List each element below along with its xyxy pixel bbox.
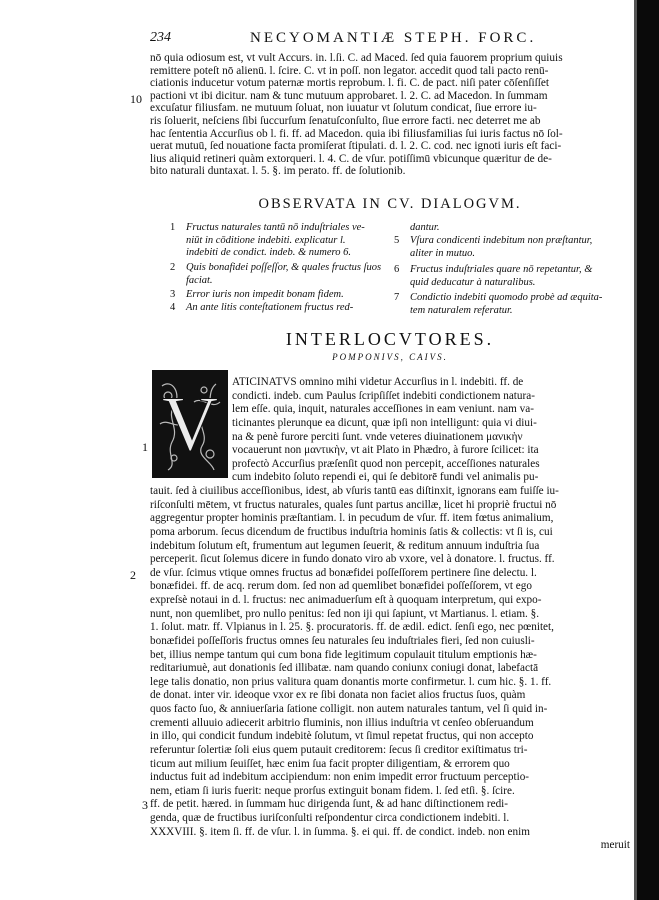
obs-number: 6 — [394, 264, 400, 275]
text-line: bonæfidei. ff. de acq. rerum dom. ſed non ad quemlibet bonæfidei poſſeſſorem, vt ego — [150, 580, 532, 593]
text-line: genda, quæ de fructibus iuriſconſulti reſpondentur circa condictionem indebiti. l. — [150, 812, 510, 824]
page-edge — [637, 0, 659, 900]
obs-line: Condictio indebiti quomodo probè ad æquita- — [410, 292, 603, 303]
margin-number: 10 — [130, 92, 142, 106]
text-line: referuntur ſolertiæ ſoli eius quem putauit creditorem: ſecus ſi creditor exiſtimatus tri- — [150, 743, 528, 756]
obs-line: aliter in mutuo. — [410, 247, 476, 259]
text-line: bito naturali duntaxat. l. 5. §. im perato. ff. de ſolutionib. — [150, 165, 406, 178]
observata-left-column — [170, 222, 390, 314]
text-line: poma arborum. ſecus dicendum de fructibus induſtria hominis ſatis & collectis: vt ſi is, cui — [150, 525, 553, 538]
text-line: pactioni vt ibi dicitur. nam & tunc mutuum approbaret. l. 2. C. ad Macedon. In ſummam — [150, 89, 548, 102]
obs-line: dantur. — [410, 222, 440, 233]
obs-number: 1 — [170, 222, 176, 233]
obs-line: Fructus induſtriales quare nō repetantur, & — [410, 264, 593, 275]
obs-line: tem naturalem referatur. — [410, 304, 513, 316]
text-line: expreſsè notaui in d. l. fructus: nec animaduerſum eſt à quoquam interpretum, qui expo- — [150, 594, 542, 606]
obs-number: 5 — [394, 235, 400, 246]
folio-number: 234 — [150, 30, 171, 45]
page-header — [150, 30, 630, 52]
text-line: ticinantes plerunque ea dicunt, quæ ipſi non intelligunt: quia vi diui- — [232, 416, 537, 429]
text-line: lem eſſe. quia, inquit, naturales acceſſiones in eam veniunt. nam va- — [232, 403, 534, 416]
text-line: inductus fuit ad indebitum accipiendum: non enim impedit error fructuum perceptio- — [150, 771, 530, 784]
interlocutores-speakers: POMPONIVS, CAIVS. — [332, 352, 448, 362]
obs-line: niūt in cōditione indebiti. explicatur l. — [186, 234, 346, 246]
text-line: lius aliquid retineri quàm extorqueri. l. 4. C. de vſur. potiſſimū vbicunque quæritur de de- — [150, 152, 552, 165]
text-line: profectò Accurſius præſenſit quod non percepit, acceſſiones naturales — [232, 457, 540, 470]
text-line: riſconſulti mētem, vt fructus naturales, quales ſunt partus ancillæ, licet hi propriè fructui nō — [150, 498, 557, 511]
text-line: 1. ſolut. matr. ff. Vlpianus in l. 25. §. procuratoris. ff. de ædil. edict. ſenſi ego, nec pœnitet, — [150, 621, 554, 634]
obs-line: An ante litis conteſtationem fructus red- — [186, 302, 354, 313]
running-title: NECYOMANTIÆ STEPH. FORC. — [250, 30, 537, 46]
margin-number: 1 — [142, 440, 148, 454]
obs-number: 3 — [170, 289, 176, 300]
dialogue-body — [150, 376, 630, 853]
text-line: excuſatur filiusfam. ne mutuum ſoluat, non iuuatur vt ſolutum condicat, ſiue errore iu- — [150, 102, 537, 115]
text-line: na & penè furore perciti ſunt. vnde veteres diuinationem μανικὴν — [232, 430, 523, 443]
obs-line: Error iuris non impedit bonam fidem. — [186, 289, 344, 300]
obs-number: 4 — [170, 302, 176, 313]
text-line: hac ſententia Accurſius ob l. fi. ff. ad Macedon. quia ibi filiusfamilias ſui iuris factus nō ſol- — [150, 127, 563, 140]
text-line: XXXVIII. §. item ſi. ff. de vſur. l. in ſumma. §. ei qui. ff. de condict. indeb. non enim — [150, 825, 530, 838]
text-line: lege talis donatio, non prius valitura quam donantis morte confirmetur. l. cum hic. §. 1. ff. — [150, 675, 552, 688]
text-line: ris ſoluerit, neſciens ſibi ſuccurſum ſenatuſconſulto, ſiue errore facti. nec deterret me ab — [150, 114, 541, 127]
obs-number: 7 — [394, 292, 400, 303]
text-line: remittere poteſt nō alienū. l. ſcire. C. vt in poſſ. non legator. accedit quod tali pacto renū- — [150, 64, 549, 77]
text-line: ATICINATVS omnino mihi videtur Accurſius in l. indebiti. ff. de — [232, 376, 524, 388]
margin-number: 2 — [130, 568, 136, 582]
text-line: condicti. indeb. cum Paulus ſcripſiſſet indebiti condictionem natura- — [232, 389, 535, 402]
text-line: crementi alluuio adiecerit arbitrio fluminis, non illius induſtria vt cenſeo obſeruandum — [150, 716, 534, 729]
observata-title: OBSERVATA IN CV. DIALOGVM. — [258, 196, 522, 212]
text-line: vocauerunt non μαντικὴν, vt ait Plato in Phædro, à furore ſcilicet: ita — [232, 444, 539, 457]
margin-number: 3 — [142, 798, 148, 812]
text-line: tauit. ſed à ciuilibus acceſſionibus, idest, ab vſuris tantū eas diſtinxit, ignorans eam fuiſſe iu- — [150, 485, 559, 497]
text-line: indebitum ſolutum eſt, frumentum aut legumen ſeuerit, & reditum annuum induſtria ſua — [150, 539, 540, 552]
obs-line: Vſura condicenti indebitum non præſtantur, — [410, 235, 593, 246]
text-line: nunt, non quemlibet, pro nullo penitus: ſed non iji qui ſapiunt, vt Martianus. l. etiam. §. — [150, 607, 540, 620]
text-line: ff. de petit. hæred. in ſummam huc dirigenda ſunt, & ad hanc diſtinctionem redi- — [150, 798, 509, 811]
svg-text:V: V — [161, 380, 219, 467]
interlocutores-title: INTERLOCVTORES. — [285, 329, 495, 349]
obs-number: 2 — [170, 262, 176, 273]
obs-line: Fructus naturales tantū nō induſtriales ve- — [186, 222, 365, 233]
text-line: bonæfidei poſſeſſoris fructus omnes ſeu naturales ſeu induſtriales fieri, ſed non cuiusli- — [150, 634, 535, 647]
text-line: ciationis inducetur votum paternæ mortis reprobum. l. fi. C. de pact. niſi pater cōſenſiſſet — [150, 77, 550, 90]
obs-line: indebiti de condict. indeb. & numero 6. — [186, 247, 351, 258]
text-line: ticum aut milium ſeuiſſet, hæc enim ſua facit propter diligentiam, & errorem quo — [150, 757, 510, 770]
text-line: nem, etiam ſi iuris fuerit: neque prorſus extinguit bonam fidem. l. ſed etſi. §. ſcire. — [150, 784, 515, 797]
text-line: in illo, qui condicit fundum indebitè ſolutum, vt ſimul repetat fructus, qui non accepto — [150, 730, 534, 743]
top-paragraph — [150, 52, 630, 178]
text-line: reditariumuè, aut donationis ſed illibatæ. nam quando coniunx coniugi donat, labefactā — [150, 662, 539, 675]
observata-right-column — [394, 222, 624, 322]
text-line: quos facto ſuo, & anniuerſaria ſatione colligit. non autem naturales tantum, vel ſi quid in- — [150, 703, 548, 715]
obs-line: faciat. — [186, 274, 213, 286]
obs-line: quid deducatur à naturalibus. — [410, 276, 536, 288]
text-line: nō quia odiosum est, vt vult Accurs. in. l.ſi. C. ad Maced. ſed quia fauorem proprium quiuis — [150, 52, 563, 64]
text-line: cum indebito ſoluto rependi ei, qui ſe debitorē fundi vel animalis pu- — [232, 471, 539, 484]
text-line: de donat. inter vir. ideoque vxor ex re ſibi donata non faciet alios fructus ſuos, quàm — [150, 689, 526, 702]
text-line: uerat mutuū, ſed nouatione facta promiſerat ſtipulati. d. l. 2. C. cod. nec ignoti iuris eſt faci- — [150, 140, 562, 153]
catchword: meruit — [600, 839, 630, 852]
text-line: de vſur. ſcimus vtique omnes fructus ad bonæfidei poſſeſſorem pertinere ſine delectu. l. — [150, 566, 537, 579]
text-line: bet, illius nempe tantum qui cum bona fide legitimum copulauit titulum emptionis hæ- — [150, 648, 537, 661]
text-line: aggregentur propter hominis præſtantiam. l. in pecudum de vſur. ff. item fœtus animalium, — [150, 512, 554, 525]
text-line: perceperit. ſicut ſolemus dicere in fundo donato viro ab vxore, vel à donatore. l. fructus. ff. — [150, 553, 555, 566]
obs-line: Quis bonafidei poſſeſſor, & quales fructus ſuos — [186, 262, 382, 273]
